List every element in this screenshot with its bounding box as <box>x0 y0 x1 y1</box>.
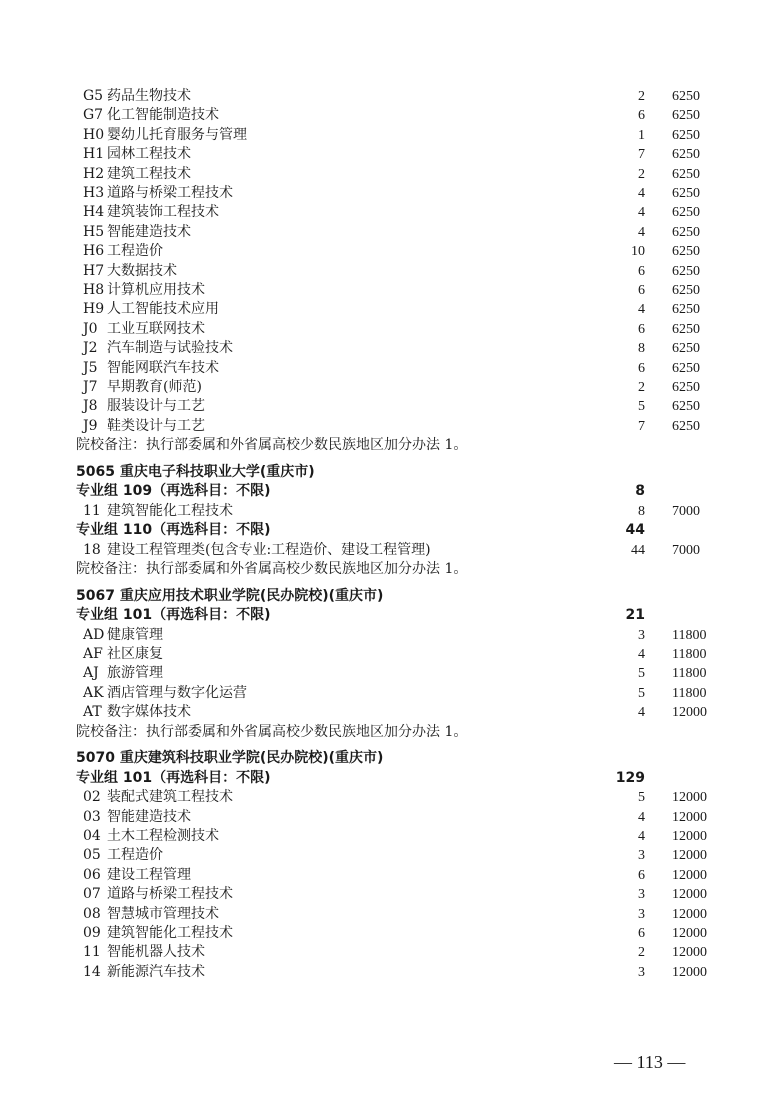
major-code: AK <box>83 684 104 701</box>
table-row <box>0 846 777 865</box>
major-fee: 11800 <box>672 627 707 643</box>
major-fee: 6250 <box>672 263 700 279</box>
major-fee: 12000 <box>672 964 707 980</box>
table-row <box>0 788 777 807</box>
major-fee: 11800 <box>672 685 707 701</box>
table-row <box>0 126 777 145</box>
major-code: H1 <box>83 146 105 163</box>
major-fee: 12000 <box>672 906 707 922</box>
major-code: AF <box>83 646 103 662</box>
major-name: 土木工程检测技术 <box>107 828 219 844</box>
major-plan: 6 <box>638 867 645 883</box>
group-title: 专业组 101（再选科目：不限) <box>76 607 271 624</box>
major-name: 建筑装饰工程技术 <box>107 204 219 221</box>
table-row <box>0 943 777 962</box>
major-name: 婴幼儿托育服务与管理 <box>107 126 247 143</box>
major-code: J8 <box>83 398 98 415</box>
school-title: 5067 重庆应用技术职业学院(民办院校)(重庆市) <box>76 587 384 604</box>
major-plan: 44 <box>631 542 645 558</box>
major-code: 14 <box>83 963 101 980</box>
table-row <box>0 106 777 125</box>
table-row <box>0 502 777 521</box>
table-row <box>0 885 777 904</box>
major-fee: 6250 <box>672 360 700 376</box>
group-plan: 21 <box>625 607 645 624</box>
major-code: H2 <box>83 165 105 182</box>
table-row <box>0 866 777 885</box>
group-header <box>0 482 777 501</box>
major-code: J2 <box>83 340 98 357</box>
group-header <box>0 606 777 625</box>
major-code: J0 <box>83 320 98 337</box>
major-name: 道路与桥梁工程技术 <box>107 886 233 903</box>
table-row <box>0 664 777 683</box>
major-plan: 3 <box>638 964 645 980</box>
major-plan: 6 <box>638 321 645 337</box>
major-code: 07 <box>83 886 101 903</box>
major-code: 04 <box>83 828 101 844</box>
major-fee: 6250 <box>672 341 700 357</box>
major-code: H5 <box>83 223 105 240</box>
table-row <box>0 203 777 222</box>
major-name: 汽车制造与试验技术 <box>107 340 233 357</box>
group-plan: 129 <box>615 769 645 786</box>
table-row <box>0 184 777 203</box>
major-name: 酒店管理与数字化运营 <box>107 684 247 701</box>
major-fee: 6250 <box>672 205 700 221</box>
major-plan: 7 <box>638 418 645 434</box>
major-name: 建设工程管理 <box>107 866 191 883</box>
major-code: G7 <box>83 107 104 124</box>
major-fee: 12000 <box>672 829 707 844</box>
group-title: 专业组 109（再选科目：不限) <box>76 483 271 500</box>
table-row <box>0 87 777 106</box>
major-code: H8 <box>83 282 105 298</box>
table-row <box>0 827 777 846</box>
major-fee: 7000 <box>672 542 700 558</box>
major-code: J7 <box>83 379 98 395</box>
major-plan: 6 <box>638 108 645 124</box>
major-code: 02 <box>83 789 101 806</box>
major-plan: 2 <box>638 166 645 182</box>
group-title: 专业组 110（再选科目：不限) <box>76 522 271 539</box>
major-code: 11 <box>83 944 101 961</box>
major-code: J9 <box>83 417 98 434</box>
major-fee: 6250 <box>672 399 700 415</box>
major-name: 智慧城市管理技术 <box>107 905 219 922</box>
major-code: 11 <box>83 502 101 519</box>
major-name: 道路与桥梁工程技术 <box>107 185 233 201</box>
major-name: 健康管理 <box>107 626 163 643</box>
major-plan: 10 <box>631 244 645 260</box>
major-plan: 8 <box>638 503 645 519</box>
group-plan: 44 <box>625 522 645 539</box>
major-fee: 6250 <box>672 418 700 434</box>
table-row <box>0 703 777 722</box>
major-fee: 6250 <box>672 186 700 201</box>
major-fee: 12000 <box>672 809 707 825</box>
major-plan: 4 <box>638 205 645 221</box>
table-row <box>0 359 777 378</box>
major-code: AJ <box>83 665 99 682</box>
major-plan: 3 <box>638 906 645 922</box>
major-name: 早期教育(师范) <box>107 379 202 395</box>
major-code: AD <box>83 626 105 643</box>
major-plan: 2 <box>638 945 645 961</box>
major-name: 建筑工程技术 <box>107 165 191 182</box>
table-row <box>0 924 777 943</box>
major-name: 装配式建筑工程技术 <box>107 789 233 806</box>
table-row <box>0 417 777 436</box>
group-plan: 8 <box>635 483 645 500</box>
major-name: 服装设计与工艺 <box>107 398 205 415</box>
note-text: 院校备注：执行部委属和外省属高校少数民族地区加分办法 1。 <box>76 437 468 454</box>
major-plan: 4 <box>638 186 645 201</box>
major-code: H0 <box>83 126 105 143</box>
major-name: 工程造价 <box>107 243 163 260</box>
major-code: J5 <box>83 359 98 376</box>
major-fee: 6250 <box>672 244 700 260</box>
major-name: 计算机应用技术 <box>107 282 205 298</box>
table-row <box>0 339 777 358</box>
major-fee: 11800 <box>672 647 707 662</box>
school-title: 5070 重庆建筑科技职业学院(民办院校)(重庆市) <box>76 750 384 767</box>
table-row <box>0 541 777 560</box>
major-fee: 7000 <box>672 503 700 519</box>
major-name: 数字媒体技术 <box>107 704 191 721</box>
major-plan: 6 <box>638 283 645 298</box>
table-row <box>0 262 777 281</box>
group-title: 专业组 101（再选科目：不限) <box>76 769 271 786</box>
major-name: 化工智能制造技术 <box>107 107 219 124</box>
major-name: 人工智能技术应用 <box>107 301 219 318</box>
major-fee: 6250 <box>672 321 700 337</box>
major-fee: 6250 <box>672 108 700 124</box>
major-name: 建筑智能化工程技术 <box>107 502 233 519</box>
major-fee: 12000 <box>672 945 707 961</box>
school-header <box>0 587 777 606</box>
table-row <box>0 808 777 827</box>
major-fee: 12000 <box>672 867 707 883</box>
table-row <box>0 223 777 242</box>
major-code: 03 <box>83 808 101 825</box>
school-header <box>0 749 777 768</box>
group-header <box>0 521 777 540</box>
school-header <box>0 463 777 482</box>
major-fee: 6250 <box>672 166 700 182</box>
major-fee: 12000 <box>672 705 707 721</box>
major-code: AT <box>83 704 102 721</box>
major-code: 05 <box>83 847 101 864</box>
school-note <box>0 436 777 455</box>
major-plan: 4 <box>638 647 645 662</box>
major-fee: 6250 <box>672 380 700 395</box>
major-code: 18 <box>83 541 101 558</box>
major-plan: 7 <box>638 147 645 163</box>
major-fee: 12000 <box>672 926 707 941</box>
major-name: 大数据技术 <box>107 262 177 279</box>
table-row <box>0 684 777 703</box>
table-row <box>0 300 777 319</box>
major-name: 社区康复 <box>107 646 163 662</box>
major-name: 智能网联汽车技术 <box>107 359 219 376</box>
major-code: 09 <box>83 925 101 941</box>
table-row <box>0 378 777 397</box>
major-name: 药品生物技术 <box>107 88 191 104</box>
major-plan: 5 <box>638 685 645 701</box>
major-fee: 6250 <box>672 127 700 143</box>
major-fee: 12000 <box>672 790 707 806</box>
school-title: 5065 重庆电子科技职业大学(重庆市) <box>76 464 315 480</box>
table-row <box>0 320 777 339</box>
major-name: 智能建造技术 <box>107 808 191 825</box>
major-name: 新能源汽车技术 <box>107 963 205 980</box>
table-row <box>0 905 777 924</box>
major-name: 工业互联网技术 <box>107 320 205 337</box>
major-code: H7 <box>83 262 105 279</box>
major-plan: 3 <box>638 627 645 643</box>
major-plan: 3 <box>638 887 645 903</box>
major-code: H4 <box>83 204 105 221</box>
major-code: G5 <box>83 88 104 104</box>
major-name: 鞋类设计与工艺 <box>107 417 205 434</box>
major-plan: 5 <box>638 666 645 682</box>
major-plan: 2 <box>638 89 645 104</box>
major-fee: 6250 <box>672 224 700 240</box>
major-plan: 5 <box>638 399 645 415</box>
major-code: H6 <box>83 243 105 260</box>
major-plan: 6 <box>638 263 645 279</box>
major-code: 08 <box>83 905 101 922</box>
table-row <box>0 165 777 184</box>
major-fee: 6250 <box>672 147 700 163</box>
table-row <box>0 397 777 416</box>
major-plan: 1 <box>638 127 645 143</box>
table-row <box>0 145 777 164</box>
major-code: 06 <box>83 866 101 883</box>
major-code: H3 <box>83 185 105 201</box>
note-text: 院校备注：执行部委属和外省属高校少数民族地区加分办法 1。 <box>76 723 468 740</box>
major-name: 旅游管理 <box>107 665 163 682</box>
major-code: H9 <box>83 301 105 318</box>
group-header <box>0 769 777 788</box>
major-fee: 11800 <box>672 666 707 682</box>
major-plan: 6 <box>638 360 645 376</box>
major-fee: 6250 <box>672 89 700 104</box>
major-fee: 6250 <box>672 283 700 298</box>
major-fee: 12000 <box>672 848 707 864</box>
major-plan: 4 <box>638 705 645 721</box>
major-plan: 4 <box>638 809 645 825</box>
major-plan: 2 <box>638 380 645 395</box>
major-name: 智能建造技术 <box>107 223 191 240</box>
major-plan: 5 <box>638 790 645 806</box>
table-row <box>0 281 777 300</box>
major-fee: 6250 <box>672 302 700 318</box>
major-plan: 4 <box>638 829 645 844</box>
note-text: 院校备注：执行部委属和外省属高校少数民族地区加分办法 1。 <box>76 561 468 577</box>
table-row <box>0 963 777 982</box>
table-row <box>0 645 777 664</box>
major-name: 建筑智能化工程技术 <box>107 925 233 941</box>
table-row <box>0 626 777 645</box>
major-name: 园林工程技术 <box>107 146 191 163</box>
page-number: — 113 — <box>614 1052 686 1072</box>
major-name: 工程造价 <box>107 847 163 864</box>
major-name: 建设工程管理类(包含专业:工程造价、建设工程管理) <box>107 541 431 558</box>
school-note <box>0 723 777 742</box>
table-row <box>0 242 777 261</box>
major-plan: 3 <box>638 848 645 864</box>
major-plan: 6 <box>638 926 645 941</box>
school-note <box>0 560 777 579</box>
major-plan: 4 <box>638 224 645 240</box>
major-plan: 8 <box>638 341 645 357</box>
major-fee: 12000 <box>672 887 707 903</box>
major-plan: 4 <box>638 302 645 318</box>
major-name: 智能机器人技术 <box>107 944 205 961</box>
